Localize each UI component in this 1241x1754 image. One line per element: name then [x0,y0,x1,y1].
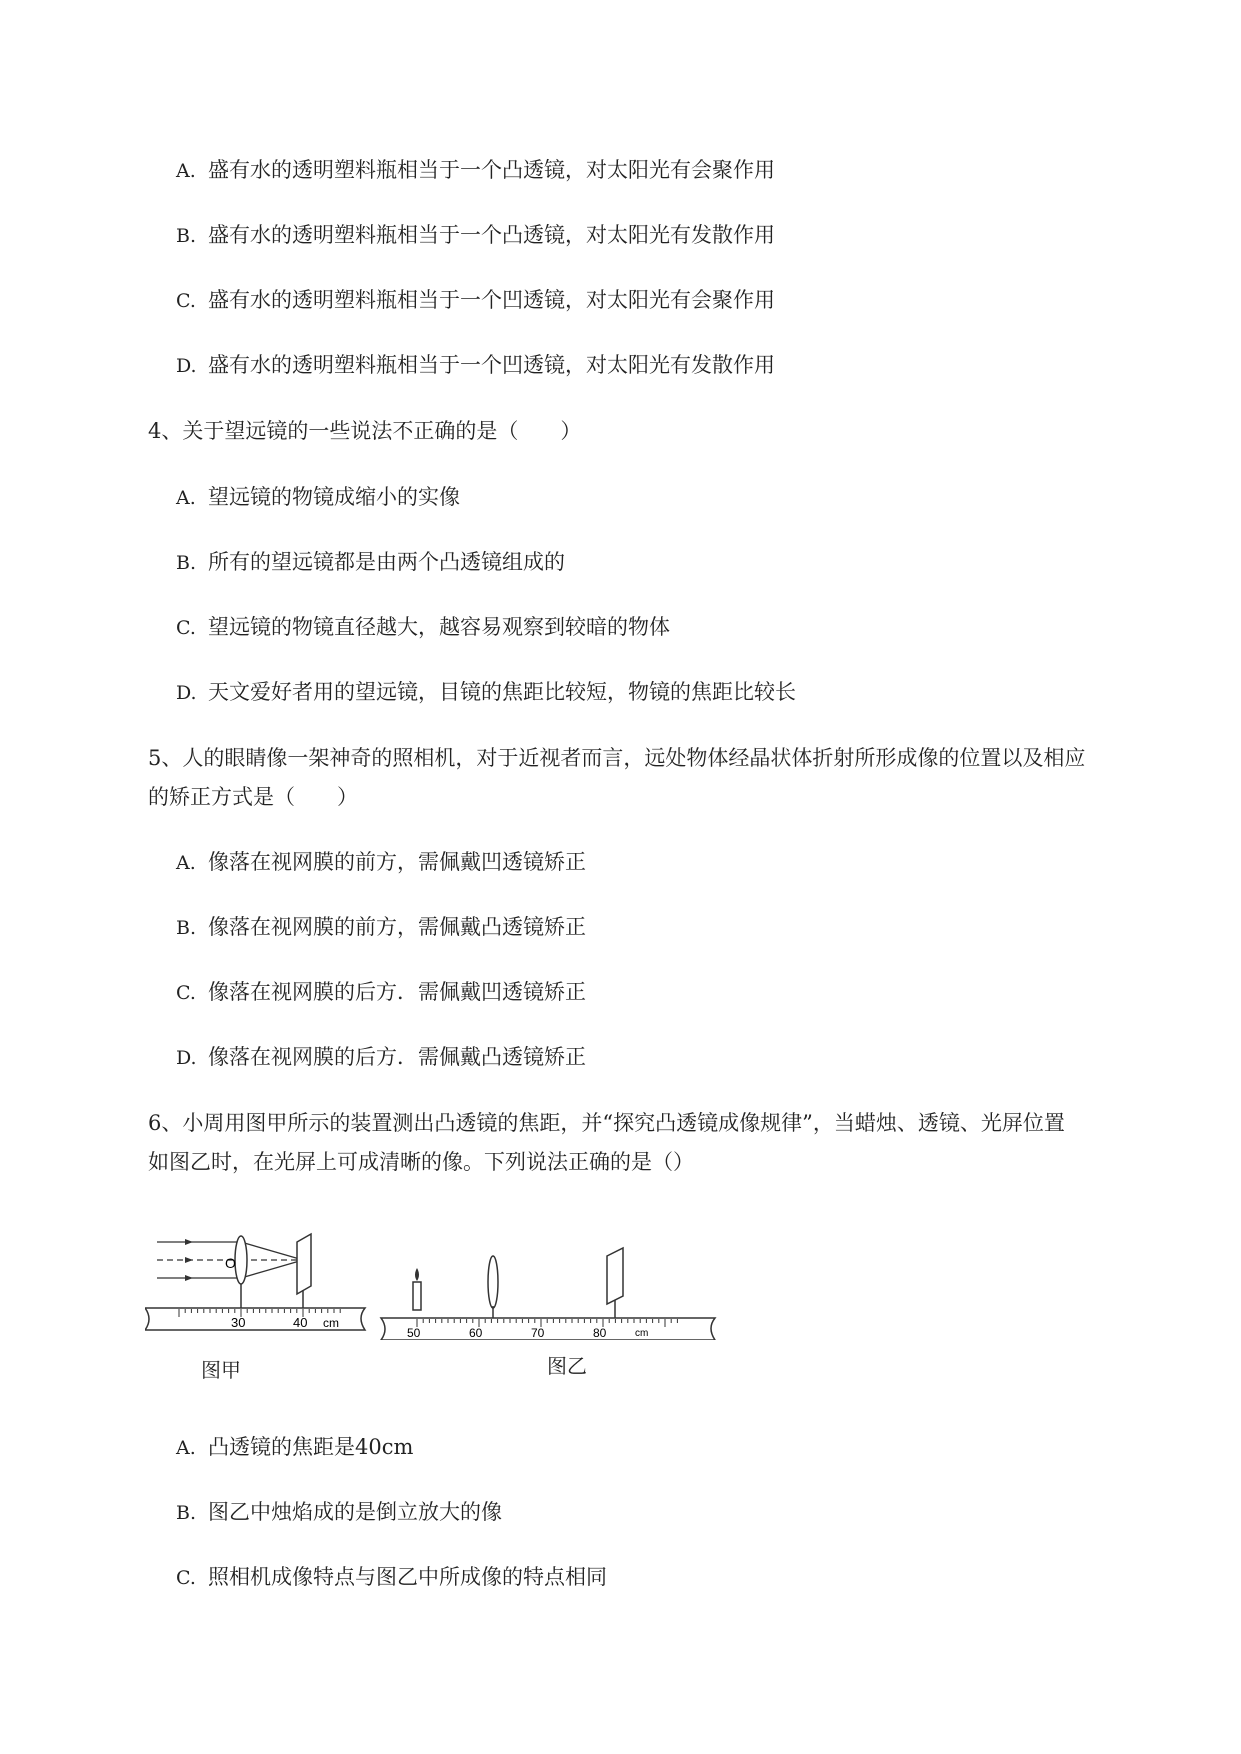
q6-stem-line1: 6、小周用图甲所示的装置测出凸透镜的焦距，并“探究凸透镜成像规律”，当蜡烛、透镜、光屏位置 [148,1111,1065,1135]
q4-option-a [176,482,460,513]
option-letter: D. [176,682,197,704]
q5-option-c [176,977,586,1008]
option-text: 盛有水的透明塑料瓶相当于一个凸透镜，对太阳光有会聚作用 [208,158,775,182]
option-letter: C. [176,290,196,312]
option-text: 图乙中烛焰成的是倒立放大的像 [208,1500,502,1524]
option-text: 所有的望远镜都是由两个凸透镜组成的 [208,550,565,574]
q5-stem-line2: 的矫正方式是（ ） [148,785,358,809]
option-letter: B. [176,552,197,574]
yi-tick-label-50: 50 [407,1326,421,1340]
jia-tick-label-40: 40 [293,1315,308,1330]
option-letter: A. [176,852,196,874]
yi-tick-label-60: 60 [469,1326,483,1340]
q3-option-b [176,220,775,251]
option-letter: C. [176,1567,196,1589]
q5-option-a [176,847,586,878]
q4-option-b [176,547,565,578]
q6-figure [145,1230,745,1382]
option-letter: D. [176,1047,197,1069]
jia-tick-label-30: 30 [231,1315,246,1330]
jia-arrow-heads [185,1239,193,1281]
q6-option-c [176,1562,607,1593]
jia-convex-lens [235,1236,247,1284]
option-text: 凸透镜的焦距是40cm [208,1435,414,1459]
option-letter: A. [176,1437,196,1459]
yi-convex-lens [488,1256,498,1308]
option-text: 像落在视网膜的后方．需佩戴凹透镜矫正 [208,980,586,1004]
option-letter: B. [176,225,197,247]
option-letter: C. [176,982,196,1004]
q5-option-b [176,912,586,943]
option-letter: C. [176,617,196,639]
option-letter: A. [176,160,196,182]
q3-option-a [176,155,775,186]
q6-option-b [176,1497,502,1528]
q6-option-a [176,1432,413,1463]
q5-stem-line1: 5、人的眼睛像一架神奇的照相机，对于近视者而言，远处物体经晶状体折射所形成像的位置以及相应 [148,746,1086,770]
q4-option-d [176,677,796,708]
jia-screen [297,1234,311,1294]
option-text: 像落在视网膜的前方，需佩戴凹透镜矫正 [208,850,586,874]
option-text: 天文爱好者用的望远镜，目镜的焦距比较短，物镜的焦距比较长 [208,680,796,704]
q6-figure-drawing [145,1230,745,1340]
option-letter: B. [176,917,197,939]
option-text: 望远镜的物镜直径越大，越容易观察到较暗的物体 [208,615,670,639]
option-letter: B. [176,1502,197,1524]
yi-tick-label-80: 80 [593,1326,607,1340]
yi-screen [607,1248,623,1304]
option-text: 望远镜的物镜成缩小的实像 [208,485,460,509]
option-text: 照相机成像特点与图乙中所成像的特点相同 [208,1565,607,1589]
option-text: 像落在视网膜的前方，需佩戴凸透镜矫正 [208,915,586,939]
option-text: 像落在视网膜的后方．需佩戴凸透镜矫正 [208,1045,586,1069]
yi-tick-label-70: 70 [531,1326,545,1340]
option-text: 盛有水的透明塑料瓶相当于一个凸透镜，对太阳光有发散作用 [208,223,775,247]
q6-stem-line2: 如图乙时，在光屏上可成清晰的像。下列说法正确的是（） [148,1150,694,1174]
option-text: 盛有水的透明塑料瓶相当于一个凹透镜，对太阳光有会聚作用 [208,288,775,312]
figure-caption-jia: 图甲 [201,1360,241,1382]
option-letter: D. [176,355,197,377]
figure-caption-yi: 图乙 [547,1356,587,1378]
q4-stem: 4、关于望远镜的一些说法不正确的是（ ） [148,419,582,443]
q5-option-d [176,1042,586,1073]
jia-lens-label: O [225,1255,236,1271]
yi-candle-flame [415,1268,419,1281]
yi-unit-label: cm [635,1328,649,1339]
q3-option-d [176,350,775,381]
q3-option-c [176,285,775,316]
jia-unit-label: cm [323,1316,339,1330]
option-letter: A. [176,487,196,509]
yi-candle [413,1282,421,1310]
option-text: 盛有水的透明塑料瓶相当于一个凹透镜，对太阳光有发散作用 [208,353,775,377]
q4-option-c [176,612,670,643]
